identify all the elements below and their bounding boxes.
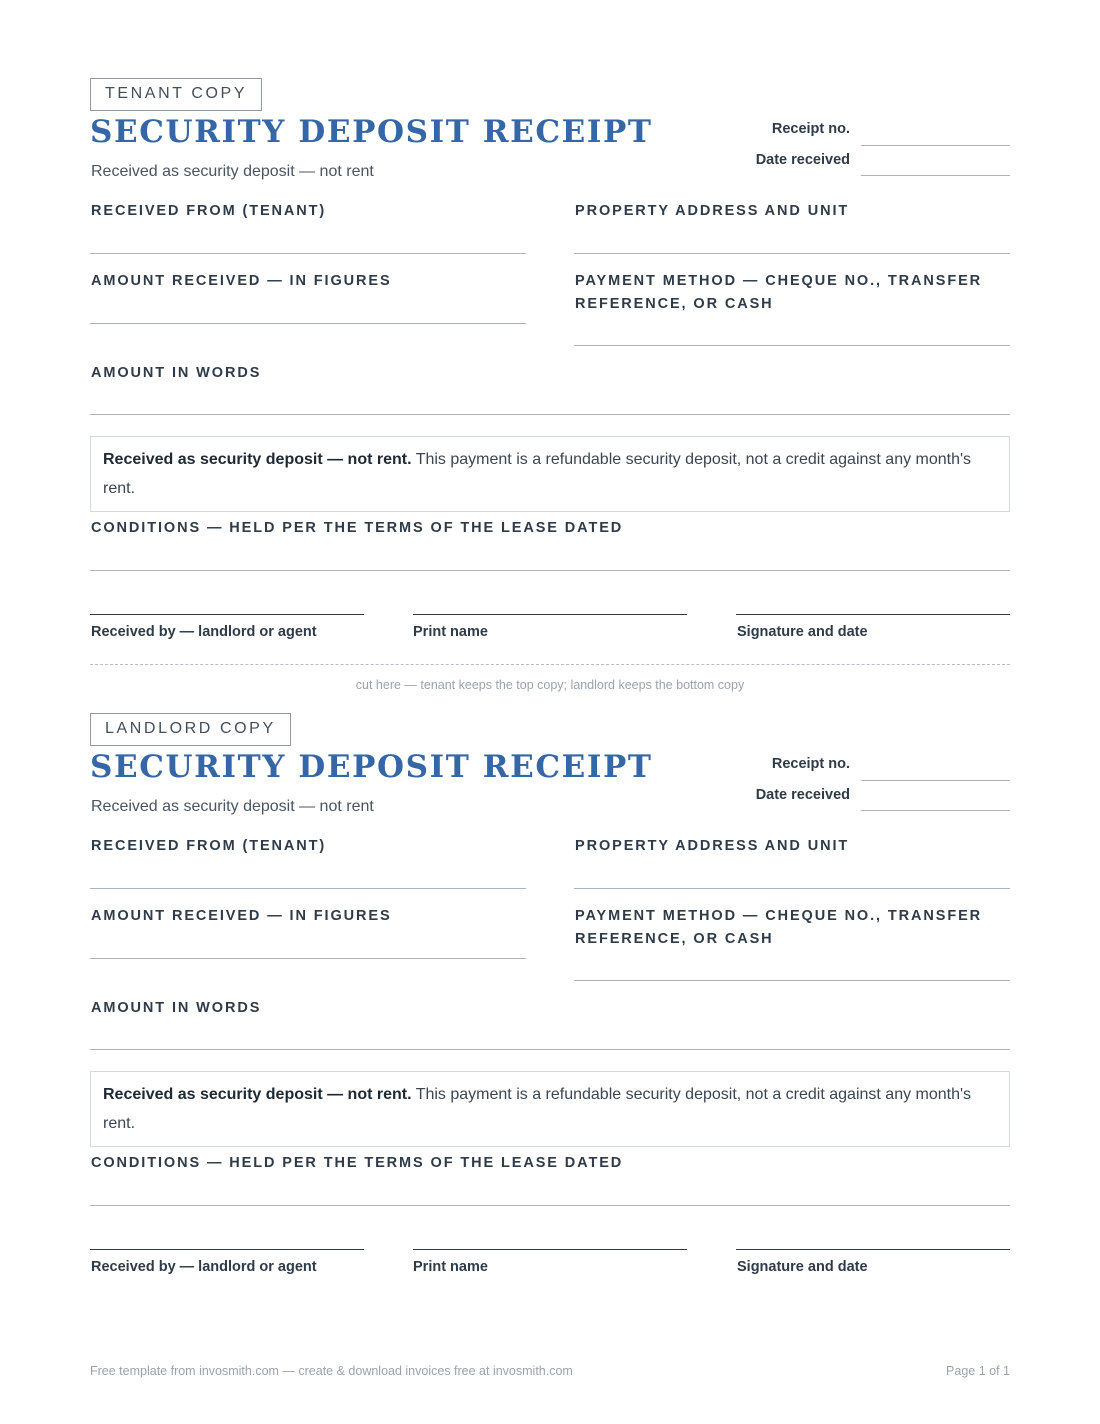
conditions-field[interactable] <box>90 1205 1010 1206</box>
amount-figures-field[interactable] <box>90 323 526 324</box>
deposit-notice <box>90 1071 1010 1147</box>
receipt-subtitle: Received as security deposit — not rent <box>91 163 374 180</box>
payment-method-label: PAYMENT METHOD — CHEQUE NO., TRANSFER REFERENCE, OR CASH <box>575 908 983 947</box>
notice-text: This payment is a refundable security deposit, not a credit against any month's rent. <box>103 1086 972 1132</box>
payment-method-field[interactable] <box>574 345 1010 346</box>
received-by-line[interactable] <box>90 614 364 615</box>
signature-label: Signature and date <box>737 1259 868 1275</box>
received-from-label: RECEIVED FROM (TENANT) <box>91 203 327 219</box>
print-name-line[interactable] <box>413 1249 687 1250</box>
receipt-title: SECURITY DEPOSIT RECEIPT <box>90 749 653 785</box>
copy-tag: TENANT COPY <box>90 78 262 111</box>
landlord-copy <box>0 635 1100 1275</box>
tenant-copy <box>0 0 1100 640</box>
signature-label: Signature and date <box>737 624 868 640</box>
payment-method-field[interactable] <box>574 980 1010 981</box>
page-number: Page 1 of 1 <box>946 1364 1010 1378</box>
date-received-label: Date received <box>755 787 850 803</box>
received-by-label: Received by — landlord or agent <box>91 624 317 640</box>
received-from-field[interactable] <box>90 888 526 889</box>
amount-figures-field[interactable] <box>90 958 526 959</box>
conditions-label: CONDITIONS — HELD PER THE TERMS OF THE LEASE DATED <box>91 1155 624 1171</box>
received-from-field[interactable] <box>90 253 526 254</box>
conditions-label: CONDITIONS — HELD PER THE TERMS OF THE LEASE DATED <box>91 520 624 536</box>
received-by-label: Received by — landlord or agent <box>91 1259 317 1275</box>
received-from-label: RECEIVED FROM (TENANT) <box>91 838 327 854</box>
property-address-field[interactable] <box>574 888 1010 889</box>
receipt-no-field[interactable] <box>861 145 1010 146</box>
receipt-no-field[interactable] <box>861 780 1010 781</box>
amount-words-field[interactable] <box>90 414 1010 415</box>
receipt-title: SECURITY DEPOSIT RECEIPT <box>90 114 653 150</box>
deposit-notice <box>90 436 1010 512</box>
amount-words-field[interactable] <box>90 1049 1010 1050</box>
date-received-field[interactable] <box>861 810 1010 811</box>
print-name-label: Print name <box>413 624 488 640</box>
print-name-label: Print name <box>413 1259 488 1275</box>
amount-words-label: AMOUNT IN WORDS <box>91 365 262 381</box>
cut-instructions: cut here — tenant keeps the top copy; landlord keeps the bottom copy <box>355 678 745 692</box>
notice-bold: Received as security deposit — not rent. <box>103 451 412 468</box>
notice-bold: Received as security deposit — not rent. <box>103 1086 412 1103</box>
amount-figures-label: AMOUNT RECEIVED — IN FIGURES <box>91 908 392 924</box>
property-address-label: PROPERTY ADDRESS AND UNIT <box>575 203 850 219</box>
signature-line[interactable] <box>736 1249 1010 1250</box>
copy-tag: LANDLORD COPY <box>90 713 291 746</box>
receipt-no-label: Receipt no. <box>771 121 850 137</box>
payment-method-label: PAYMENT METHOD — CHEQUE NO., TRANSFER REFERENCE, OR CASH <box>575 273 983 312</box>
property-address-field[interactable] <box>574 253 1010 254</box>
receipt-subtitle: Received as security deposit — not rent <box>91 798 374 815</box>
property-address-label: PROPERTY ADDRESS AND UNIT <box>575 838 850 854</box>
conditions-field[interactable] <box>90 570 1010 571</box>
received-by-line[interactable] <box>90 1249 364 1250</box>
receipt-no-label: Receipt no. <box>771 756 850 772</box>
date-received-label: Date received <box>755 152 850 168</box>
amount-figures-label: AMOUNT RECEIVED — IN FIGURES <box>91 273 392 289</box>
notice-text: This payment is a refundable security deposit, not a credit against any month's rent. <box>103 451 972 497</box>
amount-words-label: AMOUNT IN WORDS <box>91 1000 262 1016</box>
date-received-field[interactable] <box>861 175 1010 176</box>
print-name-line[interactable] <box>413 614 687 615</box>
signature-line[interactable] <box>736 614 1010 615</box>
footer-credit: Free template from invosmith.com — create & download invoices free at invosmith.com <box>90 1364 573 1378</box>
